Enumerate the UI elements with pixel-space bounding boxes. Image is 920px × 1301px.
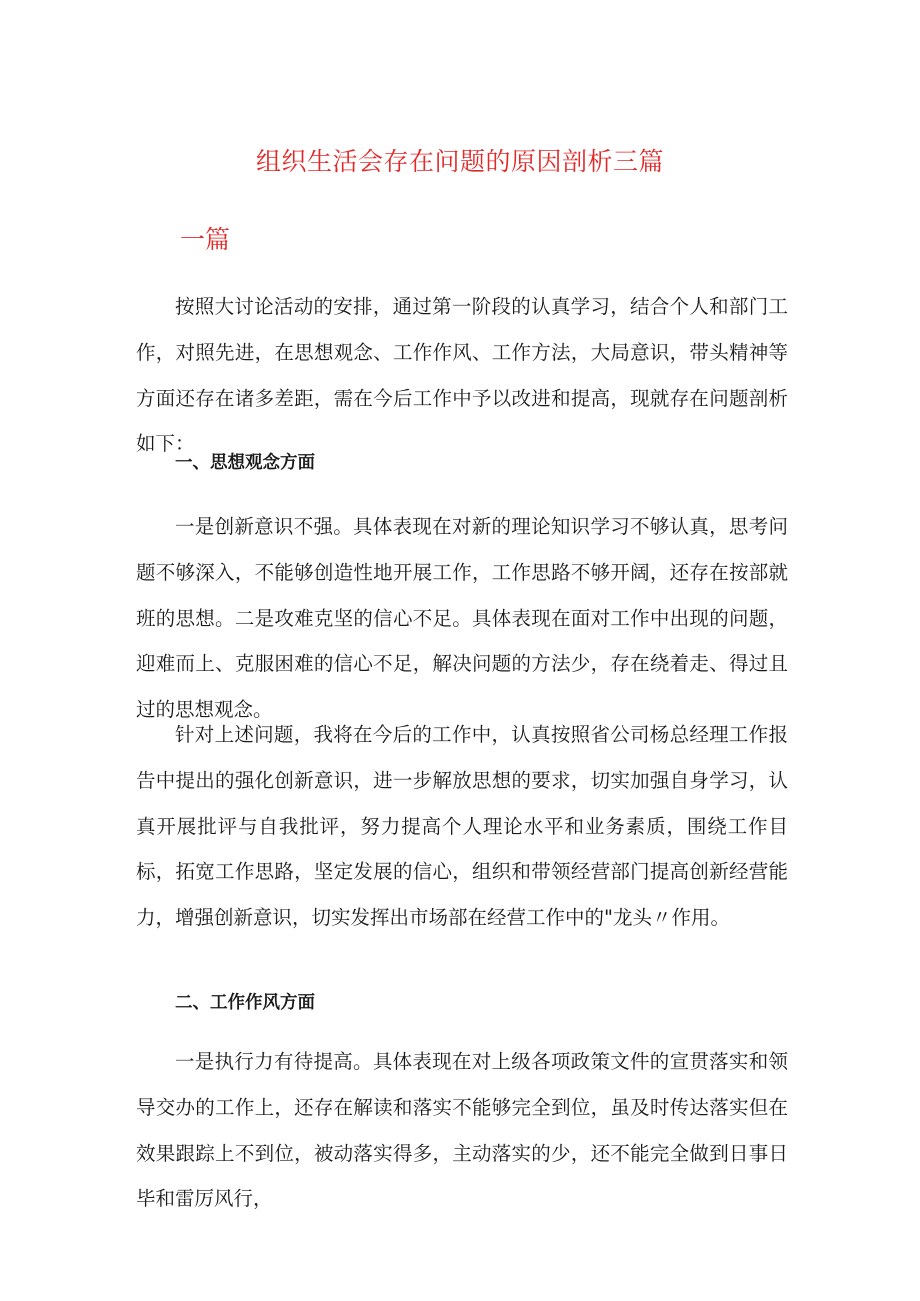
section1-paragraph-problems: 一是创新意识不强。具体表现在对新的理论知识学习不够认真，思考问题不够深入，不能够创造性地开展工作，工作思路不够开阔，还存在按部就班的思想。二是攻难克坚的信心不足。具体表现在面对工作中出现的问题，迎难而上、克服困难的信心不足，解决问题的方法少，存在绕着走、得过且过的思想观念。: [136, 515, 788, 722]
intro-paragraph: 按照大讨论活动的安排，通过第一阶段的认真学习，结合个人和部门工作，对照先进，在思想观念、工作作风、工作方法，大局意识，带头精神等方面还存在诸多差距，需在今后工作中予以改进和提高，现就存在问题剖析如下：: [136, 295, 788, 456]
section-heading-work-style: 二、工作作风方面: [175, 993, 315, 1013]
section2-paragraph-execution: 一是执行力有待提高。具体表现在对上级各项政策文件的宣贯落实和领导交办的工作上，还存在解读和落实不能够完全到位，虽及时传达落实但在效果跟踪上不到位，被动落实得多，主动落实的少，还不能完全做到日事日毕和雷厉风行，: [136, 1050, 788, 1211]
section-heading-thinking: 一、思想观念方面: [175, 453, 315, 473]
part-title: 一篇: [180, 225, 231, 254]
section1-paragraph-measures: 针对上述问题，我将在今后的工作中，认真按照省公司杨总经理工作报告中提出的强化创新意识，进一步解放思想的要求，切实加强自身学习，认真开展批评与自我批评，努力提高个人理论水平和业务素质，围绕工作目标，拓宽工作思路，坚定发展的信心，组织和带领经营部门提高创新经营能力，增强创新意识，切实发挥出市场部在经营工作中的"龙头〃作用。: [136, 723, 788, 930]
document-title: 组织生活会存在问题的原因剖析三篇: [255, 147, 664, 176]
